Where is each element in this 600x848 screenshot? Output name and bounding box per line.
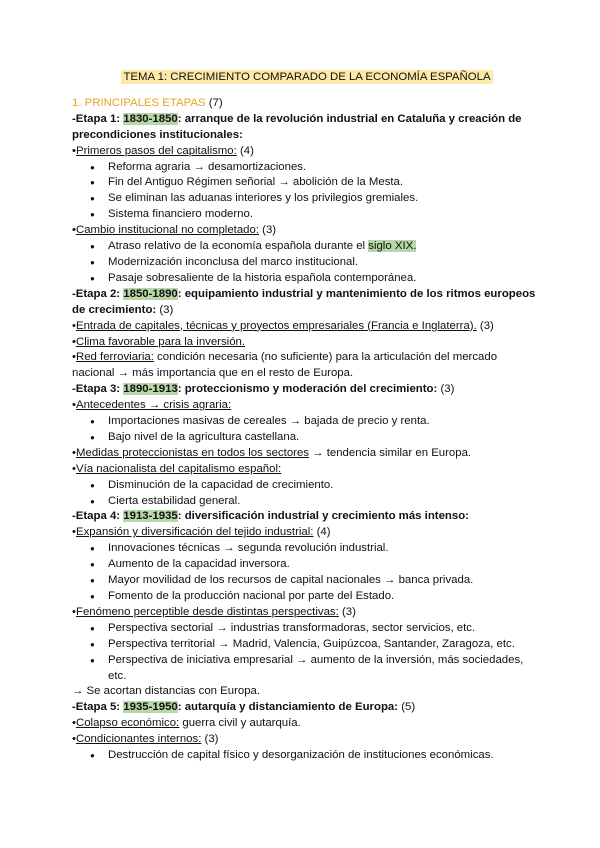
etapa-1-heading: -Etapa 1: 1830-1850: arranque de la revolución industrial en Cataluña y creación de precondiciones institucionales: (72, 112, 522, 141)
list-item: ● Pasaje sobresaliente de la historia española contemporánea. (108, 271, 542, 287)
list-item: ● Perspectiva de iniciativa empresarial → aumento de la inversión, más sociedades, etc. (108, 653, 542, 685)
list-item: ● Modernización inconclusa del marco institucional. (108, 255, 542, 271)
etapa-2-dates: 1850-1890 (123, 287, 178, 300)
document-page (72, 70, 542, 764)
list-condicionantes (72, 748, 542, 764)
bullet-condicionantes: •Condicionantes internos: (3) (72, 733, 219, 746)
bullet-colapso: •Colapso económico: guerra civil y autarquía. (72, 717, 301, 730)
etapa-5-heading: -Etapa 5: 1935-1950: autarquía y distanciamiento de Europa: (5) (72, 701, 416, 714)
etapa-3-heading: -Etapa 3: 1890-1913: proteccionismo y moderación del crecimiento: (3) (72, 383, 455, 396)
bullet-expansion: •Expansión y diversificación del tejido industrial: (4) (72, 526, 331, 539)
list-expansion (72, 541, 542, 605)
list-item: ● Se eliminan las aduanas interiores y los privilegios gremiales. (108, 191, 542, 207)
section-heading: 1. PRINCIPALES ETAPAS (7) (72, 96, 223, 109)
etapa-1-dates: 1830-1850 (123, 112, 178, 125)
etapa-3-dates: 1890-1913 (123, 383, 178, 396)
etapa-4-dates: 1913-1935 (123, 510, 178, 523)
list-item: ● Cierta estabilidad general. (108, 494, 542, 510)
list-item: ● Importaciones masivas de cereales → bajada de precio y renta. (108, 414, 542, 430)
bullet-medidas-proteccionistas: •Medidas proteccionistas en todos los sectores → tendencia similar en Europa. (72, 446, 472, 459)
bullet-clima-favorable: •Clima favorable para la inversión. (72, 335, 246, 348)
list-item: ● Mayor movilidad de los recursos de capital nacionales → banca privada. (108, 573, 542, 589)
list-via-nacionalista (72, 478, 542, 510)
list-item: ● Reforma agraria → desamortizaciones. (108, 160, 542, 176)
bullet-fenomeno: •Fenómeno perceptible desde distintas perspectivas: (3) (72, 605, 356, 618)
list-item: ● Bajo nivel de la agricultura castellana. (108, 430, 542, 446)
etapa-4-note: → Se acortan distancias con Europa. (72, 685, 261, 698)
list-fenomeno (72, 621, 542, 685)
list-item: ● Disminución de la capacidad de crecimiento. (108, 478, 542, 494)
etapa-5-dates: 1935-1950 (123, 701, 178, 714)
list-item: ● Sistema financiero moderno. (108, 207, 542, 223)
bullet-primeros-pasos: •Primeros pasos del capitalismo: (4) (72, 144, 254, 157)
list-primeros-pasos (72, 160, 542, 224)
list-item: ● Aumento de la capacidad inversora. (108, 557, 542, 573)
list-item: ● Perspectiva territorial → Madrid, Valencia, Guipúzcoa, Santander, Zaragoza, etc. (108, 637, 542, 653)
list-item: ● Fin del Antiguo Régimen señorial → abolición de la Mesta. (108, 175, 542, 191)
list-item: ● Atraso relativo de la economía española durante el siglo XIX. (108, 239, 542, 255)
list-item: ● Innovaciones técnicas → segunda revolución industrial. (108, 541, 542, 557)
list-antecedentes (72, 414, 542, 446)
list-item: ● Fomento de la producción nacional por parte del Estado. (108, 589, 542, 605)
bullet-red-ferroviaria: •Red ferroviaria: condición necesaria (no suficiente) para la articulación del mercado nacional → más importancia que en el resto de Europa. (72, 351, 498, 380)
list-item: ● Perspectiva sectorial → industrias transformadoras, sector servicios, etc. (108, 621, 542, 637)
bullet-antecedentes: •Antecedentes → crisis agraria: (72, 399, 232, 412)
bullet-via-nacionalista: •Vía nacionalista del capitalismo español: (72, 462, 282, 475)
list-item: ● Destrucción de capital físico y desorganización de instituciones económicas. (108, 748, 542, 764)
list-cambio-institucional (72, 239, 542, 287)
bullet-cambio-institucional: •Cambio institucional no completado: (3) (72, 224, 277, 237)
bullet-entrada-capitales: •Entrada de capitales, técnicas y proyectos empresariales (Francia e Inglaterra). (3) (72, 319, 494, 332)
document-title: TEMA 1: CRECIMIENTO COMPARADO DE LA ECONOMÍA ESPAÑOLA (123, 71, 491, 83)
etapa-2-heading: -Etapa 2: 1850-1890: equipamiento industrial y mantenimiento de los ritmos europeos de crecimiento: (3) (72, 287, 536, 316)
etapa-4-heading: -Etapa 4: 1913-1935: diversificación industrial y crecimiento más intenso: (72, 510, 469, 523)
